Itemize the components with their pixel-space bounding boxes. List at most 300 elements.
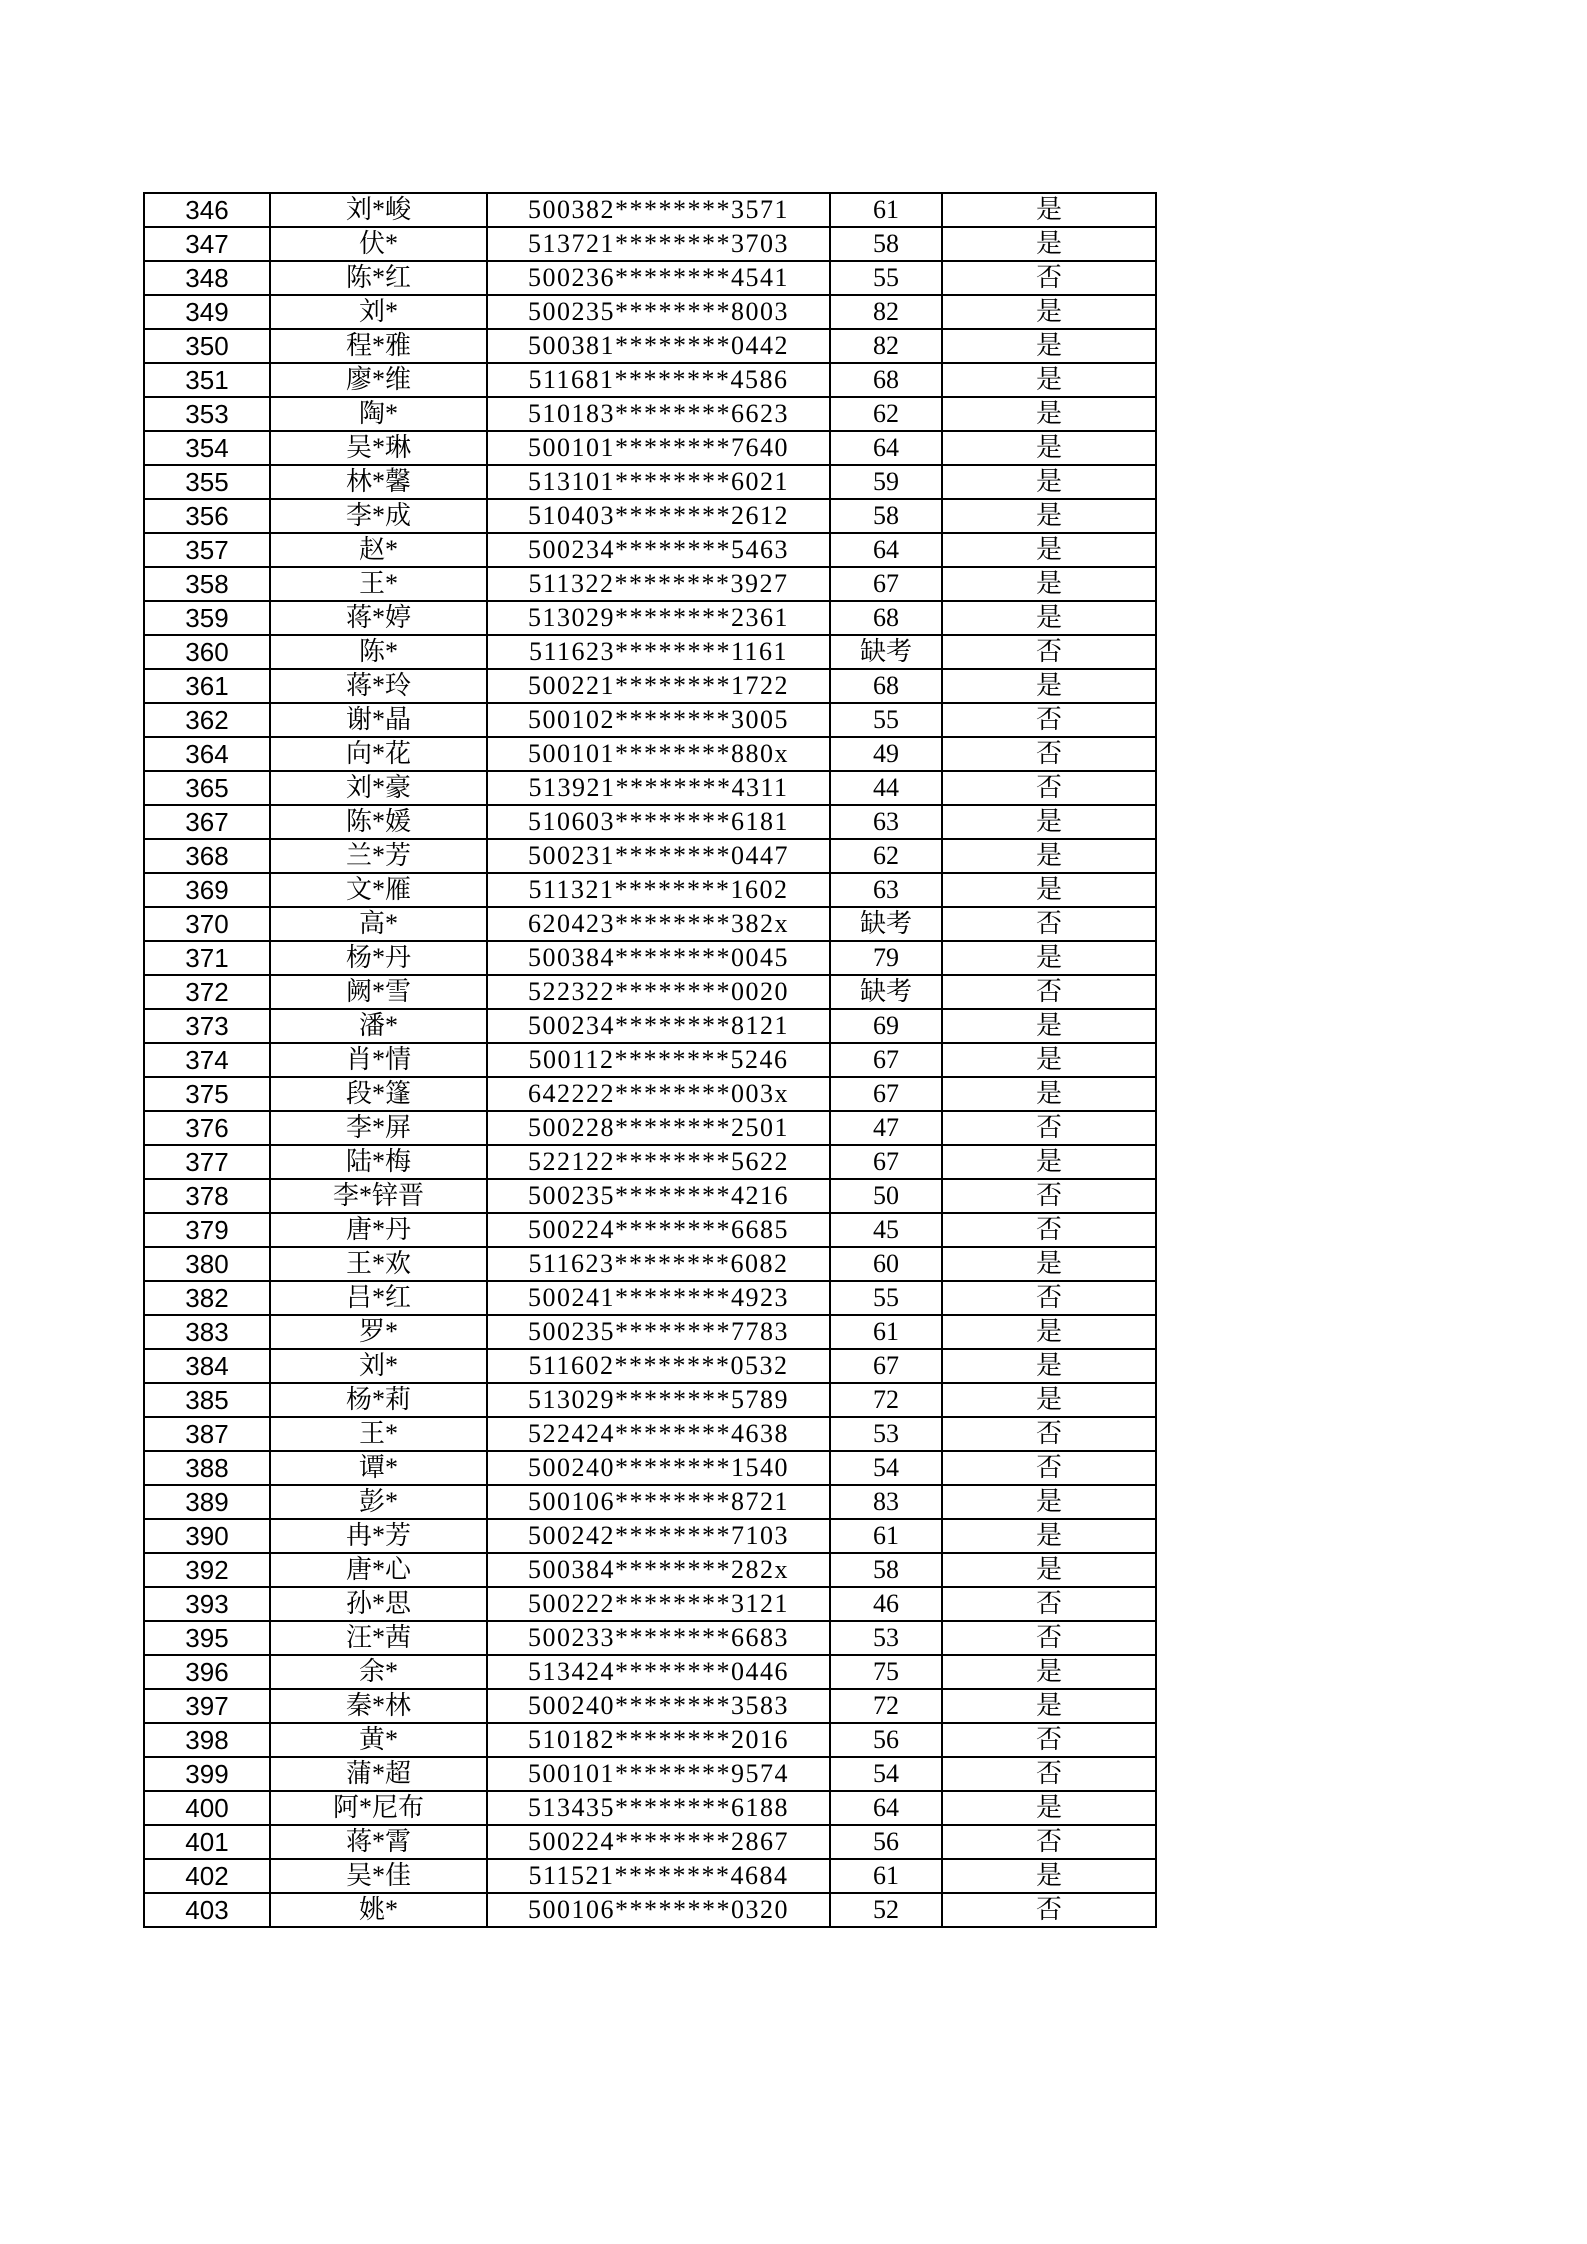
cell-number: 349 [144, 295, 270, 329]
cell-name: 阙*雪 [270, 975, 487, 1009]
cell-name: 王*欢 [270, 1247, 487, 1281]
cell-qualified: 是 [942, 601, 1156, 635]
cell-number: 356 [144, 499, 270, 533]
table-row [144, 1485, 1156, 1519]
cell-qualified: 是 [942, 1553, 1156, 1587]
cell-name: 谭* [270, 1451, 487, 1485]
cell-id-number: 500235********8003 [487, 295, 830, 329]
cell-score: 缺考 [830, 635, 942, 669]
cell-number: 361 [144, 669, 270, 703]
table-row [144, 1757, 1156, 1791]
cell-number: 346 [144, 193, 270, 227]
cell-number: 385 [144, 1383, 270, 1417]
cell-name: 杨*莉 [270, 1383, 487, 1417]
cell-name: 秦*林 [270, 1689, 487, 1723]
cell-number: 403 [144, 1893, 270, 1927]
cell-score: 56 [830, 1825, 942, 1859]
cell-qualified: 是 [942, 1689, 1156, 1723]
table-row [144, 1349, 1156, 1383]
cell-name: 刘* [270, 295, 487, 329]
cell-id-number: 522322********0020 [487, 975, 830, 1009]
table-row [144, 771, 1156, 805]
cell-score: 56 [830, 1723, 942, 1757]
cell-qualified: 否 [942, 1179, 1156, 1213]
cell-id-number: 510603********6181 [487, 805, 830, 839]
cell-score: 53 [830, 1621, 942, 1655]
cell-score: 67 [830, 567, 942, 601]
table-row [144, 1689, 1156, 1723]
cell-name: 汪*茜 [270, 1621, 487, 1655]
cell-number: 388 [144, 1451, 270, 1485]
cell-qualified: 是 [942, 1655, 1156, 1689]
result-table-body [144, 193, 1156, 1927]
cell-qualified: 否 [942, 1825, 1156, 1859]
cell-name: 王* [270, 567, 487, 601]
cell-number: 393 [144, 1587, 270, 1621]
table-row [144, 499, 1156, 533]
table-row [144, 1451, 1156, 1485]
cell-qualified: 是 [942, 227, 1156, 261]
cell-score: 55 [830, 703, 942, 737]
cell-id-number: 513721********3703 [487, 227, 830, 261]
cell-id-number: 500224********6685 [487, 1213, 830, 1247]
cell-score: 59 [830, 465, 942, 499]
cell-id-number: 513435********6188 [487, 1791, 830, 1825]
table-row [144, 1009, 1156, 1043]
table-row [144, 1111, 1156, 1145]
cell-id-number: 500235********7783 [487, 1315, 830, 1349]
cell-id-number: 510403********2612 [487, 499, 830, 533]
cell-name: 蒋*玲 [270, 669, 487, 703]
table-row [144, 1179, 1156, 1213]
cell-qualified: 是 [942, 1247, 1156, 1281]
cell-qualified: 否 [942, 1417, 1156, 1451]
table-row [144, 1859, 1156, 1893]
cell-qualified: 是 [942, 193, 1156, 227]
cell-number: 355 [144, 465, 270, 499]
cell-qualified: 否 [942, 703, 1156, 737]
cell-name: 李*锌晋 [270, 1179, 487, 1213]
cell-qualified: 否 [942, 1111, 1156, 1145]
cell-qualified: 是 [942, 873, 1156, 907]
cell-number: 397 [144, 1689, 270, 1723]
cell-score: 83 [830, 1485, 942, 1519]
cell-qualified: 否 [942, 737, 1156, 771]
table-row [144, 533, 1156, 567]
cell-number: 390 [144, 1519, 270, 1553]
cell-score: 67 [830, 1349, 942, 1383]
cell-number: 377 [144, 1145, 270, 1179]
cell-qualified: 是 [942, 499, 1156, 533]
cell-qualified: 是 [942, 1009, 1156, 1043]
cell-score: 53 [830, 1417, 942, 1451]
cell-id-number: 511321********1602 [487, 873, 830, 907]
cell-name: 彭* [270, 1485, 487, 1519]
table-row [144, 1587, 1156, 1621]
cell-name: 肖*情 [270, 1043, 487, 1077]
cell-qualified: 是 [942, 465, 1156, 499]
cell-name: 兰*芳 [270, 839, 487, 873]
cell-id-number: 513029********2361 [487, 601, 830, 635]
table-row [144, 1621, 1156, 1655]
cell-name: 陶* [270, 397, 487, 431]
cell-name: 程*雅 [270, 329, 487, 363]
cell-id-number: 500231********0447 [487, 839, 830, 873]
cell-qualified: 是 [942, 567, 1156, 601]
cell-id-number: 510183********6623 [487, 397, 830, 431]
cell-id-number: 500101********9574 [487, 1757, 830, 1791]
cell-number: 358 [144, 567, 270, 601]
cell-number: 378 [144, 1179, 270, 1213]
cell-id-number: 500222********3121 [487, 1587, 830, 1621]
cell-id-number: 522424********4638 [487, 1417, 830, 1451]
cell-qualified: 否 [942, 1587, 1156, 1621]
cell-qualified: 是 [942, 1349, 1156, 1383]
table-row [144, 1281, 1156, 1315]
cell-qualified: 是 [942, 1043, 1156, 1077]
cell-number: 382 [144, 1281, 270, 1315]
cell-number: 370 [144, 907, 270, 941]
cell-qualified: 是 [942, 329, 1156, 363]
cell-score: 67 [830, 1043, 942, 1077]
cell-name: 孙*思 [270, 1587, 487, 1621]
cell-id-number: 513424********0446 [487, 1655, 830, 1689]
table-row [144, 1893, 1156, 1927]
cell-name: 姚* [270, 1893, 487, 1927]
table-row [144, 1655, 1156, 1689]
cell-name: 王* [270, 1417, 487, 1451]
cell-score: 47 [830, 1111, 942, 1145]
table-row [144, 601, 1156, 635]
cell-qualified: 是 [942, 805, 1156, 839]
cell-name: 赵* [270, 533, 487, 567]
table-row [144, 431, 1156, 465]
cell-qualified: 否 [942, 1723, 1156, 1757]
cell-number: 369 [144, 873, 270, 907]
cell-name: 李*成 [270, 499, 487, 533]
cell-number: 371 [144, 941, 270, 975]
cell-qualified: 否 [942, 1757, 1156, 1791]
cell-score: 69 [830, 1009, 942, 1043]
table-row [144, 1213, 1156, 1247]
cell-number: 372 [144, 975, 270, 1009]
cell-number: 351 [144, 363, 270, 397]
cell-qualified: 否 [942, 1621, 1156, 1655]
cell-score: 49 [830, 737, 942, 771]
cell-score: 72 [830, 1689, 942, 1723]
table-row [144, 1383, 1156, 1417]
cell-score: 63 [830, 805, 942, 839]
cell-number: 398 [144, 1723, 270, 1757]
cell-qualified: 否 [942, 261, 1156, 295]
cell-name: 杨*丹 [270, 941, 487, 975]
table-row [144, 805, 1156, 839]
cell-score: 64 [830, 1791, 942, 1825]
cell-score: 75 [830, 1655, 942, 1689]
cell-score: 63 [830, 873, 942, 907]
cell-score: 52 [830, 1893, 942, 1927]
table-row [144, 975, 1156, 1009]
cell-qualified: 否 [942, 975, 1156, 1009]
cell-number: 375 [144, 1077, 270, 1111]
cell-name: 高* [270, 907, 487, 941]
cell-id-number: 500101********7640 [487, 431, 830, 465]
cell-id-number: 500381********0442 [487, 329, 830, 363]
table-row [144, 1519, 1156, 1553]
cell-number: 387 [144, 1417, 270, 1451]
table-row [144, 839, 1156, 873]
cell-qualified: 是 [942, 363, 1156, 397]
cell-qualified: 是 [942, 431, 1156, 465]
cell-score: 64 [830, 533, 942, 567]
cell-qualified: 是 [942, 533, 1156, 567]
cell-name: 刘*豪 [270, 771, 487, 805]
cell-name: 蒋*霄 [270, 1825, 487, 1859]
cell-name: 唐*心 [270, 1553, 487, 1587]
cell-name: 陈* [270, 635, 487, 669]
cell-id-number: 522122********5622 [487, 1145, 830, 1179]
cell-score: 67 [830, 1145, 942, 1179]
cell-qualified: 是 [942, 1145, 1156, 1179]
cell-id-number: 511623********6082 [487, 1247, 830, 1281]
cell-number: 401 [144, 1825, 270, 1859]
cell-score: 46 [830, 1587, 942, 1621]
cell-number: 362 [144, 703, 270, 737]
cell-score: 58 [830, 227, 942, 261]
cell-number: 383 [144, 1315, 270, 1349]
cell-qualified: 是 [942, 941, 1156, 975]
table-row [144, 1315, 1156, 1349]
cell-qualified: 是 [942, 1485, 1156, 1519]
cell-number: 380 [144, 1247, 270, 1281]
table-row [144, 941, 1156, 975]
cell-id-number: 500382********3571 [487, 193, 830, 227]
table-row [144, 1043, 1156, 1077]
cell-id-number: 500233********6683 [487, 1621, 830, 1655]
cell-id-number: 500384********282x [487, 1553, 830, 1587]
cell-qualified: 是 [942, 295, 1156, 329]
cell-name: 刘*峻 [270, 193, 487, 227]
result-sheet [143, 192, 1155, 1928]
cell-id-number: 500221********1722 [487, 669, 830, 703]
table-row [144, 669, 1156, 703]
cell-qualified: 是 [942, 1519, 1156, 1553]
cell-id-number: 500234********5463 [487, 533, 830, 567]
cell-number: 350 [144, 329, 270, 363]
table-row [144, 261, 1156, 295]
table-row [144, 1417, 1156, 1451]
cell-score: 79 [830, 941, 942, 975]
cell-number: 357 [144, 533, 270, 567]
cell-id-number: 511681********4586 [487, 363, 830, 397]
table-row [144, 1247, 1156, 1281]
cell-score: 缺考 [830, 975, 942, 1009]
cell-name: 谢*晶 [270, 703, 487, 737]
cell-qualified: 是 [942, 397, 1156, 431]
result-table [143, 192, 1157, 1928]
cell-id-number: 500106********8721 [487, 1485, 830, 1519]
cell-id-number: 500224********2867 [487, 1825, 830, 1859]
cell-id-number: 500240********1540 [487, 1451, 830, 1485]
cell-id-number: 500240********3583 [487, 1689, 830, 1723]
table-row [144, 227, 1156, 261]
cell-qualified: 否 [942, 907, 1156, 941]
cell-qualified: 是 [942, 669, 1156, 703]
cell-name: 段*篷 [270, 1077, 487, 1111]
cell-id-number: 513029********5789 [487, 1383, 830, 1417]
cell-score: 72 [830, 1383, 942, 1417]
cell-score: 64 [830, 431, 942, 465]
cell-id-number: 511623********1161 [487, 635, 830, 669]
table-row [144, 1825, 1156, 1859]
cell-score: 55 [830, 1281, 942, 1315]
table-row [144, 363, 1156, 397]
cell-number: 364 [144, 737, 270, 771]
cell-name: 吴*佳 [270, 1859, 487, 1893]
table-row [144, 465, 1156, 499]
table-row [144, 1723, 1156, 1757]
cell-qualified: 否 [942, 1213, 1156, 1247]
cell-score: 61 [830, 1315, 942, 1349]
cell-number: 379 [144, 1213, 270, 1247]
table-row [144, 567, 1156, 601]
table-row [144, 1077, 1156, 1111]
cell-id-number: 513921********4311 [487, 771, 830, 805]
cell-name: 陈*媛 [270, 805, 487, 839]
cell-score: 58 [830, 499, 942, 533]
cell-score: 44 [830, 771, 942, 805]
cell-id-number: 511521********4684 [487, 1859, 830, 1893]
cell-number: 354 [144, 431, 270, 465]
cell-name: 陈*红 [270, 261, 487, 295]
cell-score: 60 [830, 1247, 942, 1281]
cell-name: 吕*红 [270, 1281, 487, 1315]
cell-qualified: 否 [942, 1451, 1156, 1485]
cell-qualified: 否 [942, 1893, 1156, 1927]
cell-id-number: 500228********2501 [487, 1111, 830, 1145]
cell-id-number: 500236********4541 [487, 261, 830, 295]
cell-number: 353 [144, 397, 270, 431]
cell-number: 359 [144, 601, 270, 635]
cell-name: 余* [270, 1655, 487, 1689]
cell-name: 林*馨 [270, 465, 487, 499]
cell-id-number: 500101********880x [487, 737, 830, 771]
cell-number: 365 [144, 771, 270, 805]
table-row [144, 329, 1156, 363]
cell-number: 348 [144, 261, 270, 295]
cell-score: 45 [830, 1213, 942, 1247]
cell-id-number: 500235********4216 [487, 1179, 830, 1213]
cell-qualified: 否 [942, 635, 1156, 669]
cell-qualified: 是 [942, 1383, 1156, 1417]
table-row [144, 1145, 1156, 1179]
cell-score: 82 [830, 295, 942, 329]
cell-id-number: 511602********0532 [487, 1349, 830, 1383]
cell-score: 67 [830, 1077, 942, 1111]
table-row [144, 397, 1156, 431]
table-row [144, 1791, 1156, 1825]
cell-name: 唐*丹 [270, 1213, 487, 1247]
cell-qualified: 否 [942, 771, 1156, 805]
cell-number: 389 [144, 1485, 270, 1519]
table-row [144, 703, 1156, 737]
table-row [144, 635, 1156, 669]
cell-qualified: 是 [942, 1077, 1156, 1111]
cell-number: 368 [144, 839, 270, 873]
cell-name: 蒋*婷 [270, 601, 487, 635]
cell-number: 402 [144, 1859, 270, 1893]
cell-number: 399 [144, 1757, 270, 1791]
cell-number: 395 [144, 1621, 270, 1655]
cell-score: 54 [830, 1757, 942, 1791]
cell-id-number: 511322********3927 [487, 567, 830, 601]
cell-id-number: 500384********0045 [487, 941, 830, 975]
cell-name: 蒲*超 [270, 1757, 487, 1791]
cell-number: 373 [144, 1009, 270, 1043]
cell-score: 54 [830, 1451, 942, 1485]
cell-qualified: 是 [942, 1315, 1156, 1349]
cell-score: 58 [830, 1553, 942, 1587]
cell-number: 376 [144, 1111, 270, 1145]
cell-id-number: 500241********4923 [487, 1281, 830, 1315]
cell-score: 50 [830, 1179, 942, 1213]
cell-id-number: 510182********2016 [487, 1723, 830, 1757]
cell-score: 68 [830, 669, 942, 703]
cell-name: 黄* [270, 1723, 487, 1757]
table-row [144, 737, 1156, 771]
cell-number: 400 [144, 1791, 270, 1825]
cell-name: 向*花 [270, 737, 487, 771]
cell-score: 61 [830, 1519, 942, 1553]
cell-id-number: 620423********382x [487, 907, 830, 941]
cell-name: 阿*尼布 [270, 1791, 487, 1825]
cell-id-number: 500242********7103 [487, 1519, 830, 1553]
cell-name: 陆*梅 [270, 1145, 487, 1179]
cell-name: 廖*维 [270, 363, 487, 397]
cell-qualified: 否 [942, 1281, 1156, 1315]
table-row [144, 295, 1156, 329]
cell-score: 61 [830, 193, 942, 227]
table-row [144, 873, 1156, 907]
cell-name: 文*雁 [270, 873, 487, 907]
cell-id-number: 500234********8121 [487, 1009, 830, 1043]
cell-id-number: 500112********5246 [487, 1043, 830, 1077]
cell-number: 347 [144, 227, 270, 261]
cell-id-number: 500106********0320 [487, 1893, 830, 1927]
cell-name: 刘* [270, 1349, 487, 1383]
cell-qualified: 是 [942, 1859, 1156, 1893]
cell-qualified: 是 [942, 1791, 1156, 1825]
cell-score: 68 [830, 601, 942, 635]
cell-name: 冉*芳 [270, 1519, 487, 1553]
cell-qualified: 是 [942, 839, 1156, 873]
cell-id-number: 642222********003x [487, 1077, 830, 1111]
cell-id-number: 500102********3005 [487, 703, 830, 737]
table-row [144, 193, 1156, 227]
cell-name: 吴*琳 [270, 431, 487, 465]
cell-score: 82 [830, 329, 942, 363]
cell-id-number: 513101********6021 [487, 465, 830, 499]
table-row [144, 1553, 1156, 1587]
cell-number: 367 [144, 805, 270, 839]
cell-score: 62 [830, 397, 942, 431]
cell-score: 61 [830, 1859, 942, 1893]
cell-score: 68 [830, 363, 942, 397]
cell-name: 李*屏 [270, 1111, 487, 1145]
cell-number: 396 [144, 1655, 270, 1689]
table-row [144, 907, 1156, 941]
cell-number: 392 [144, 1553, 270, 1587]
